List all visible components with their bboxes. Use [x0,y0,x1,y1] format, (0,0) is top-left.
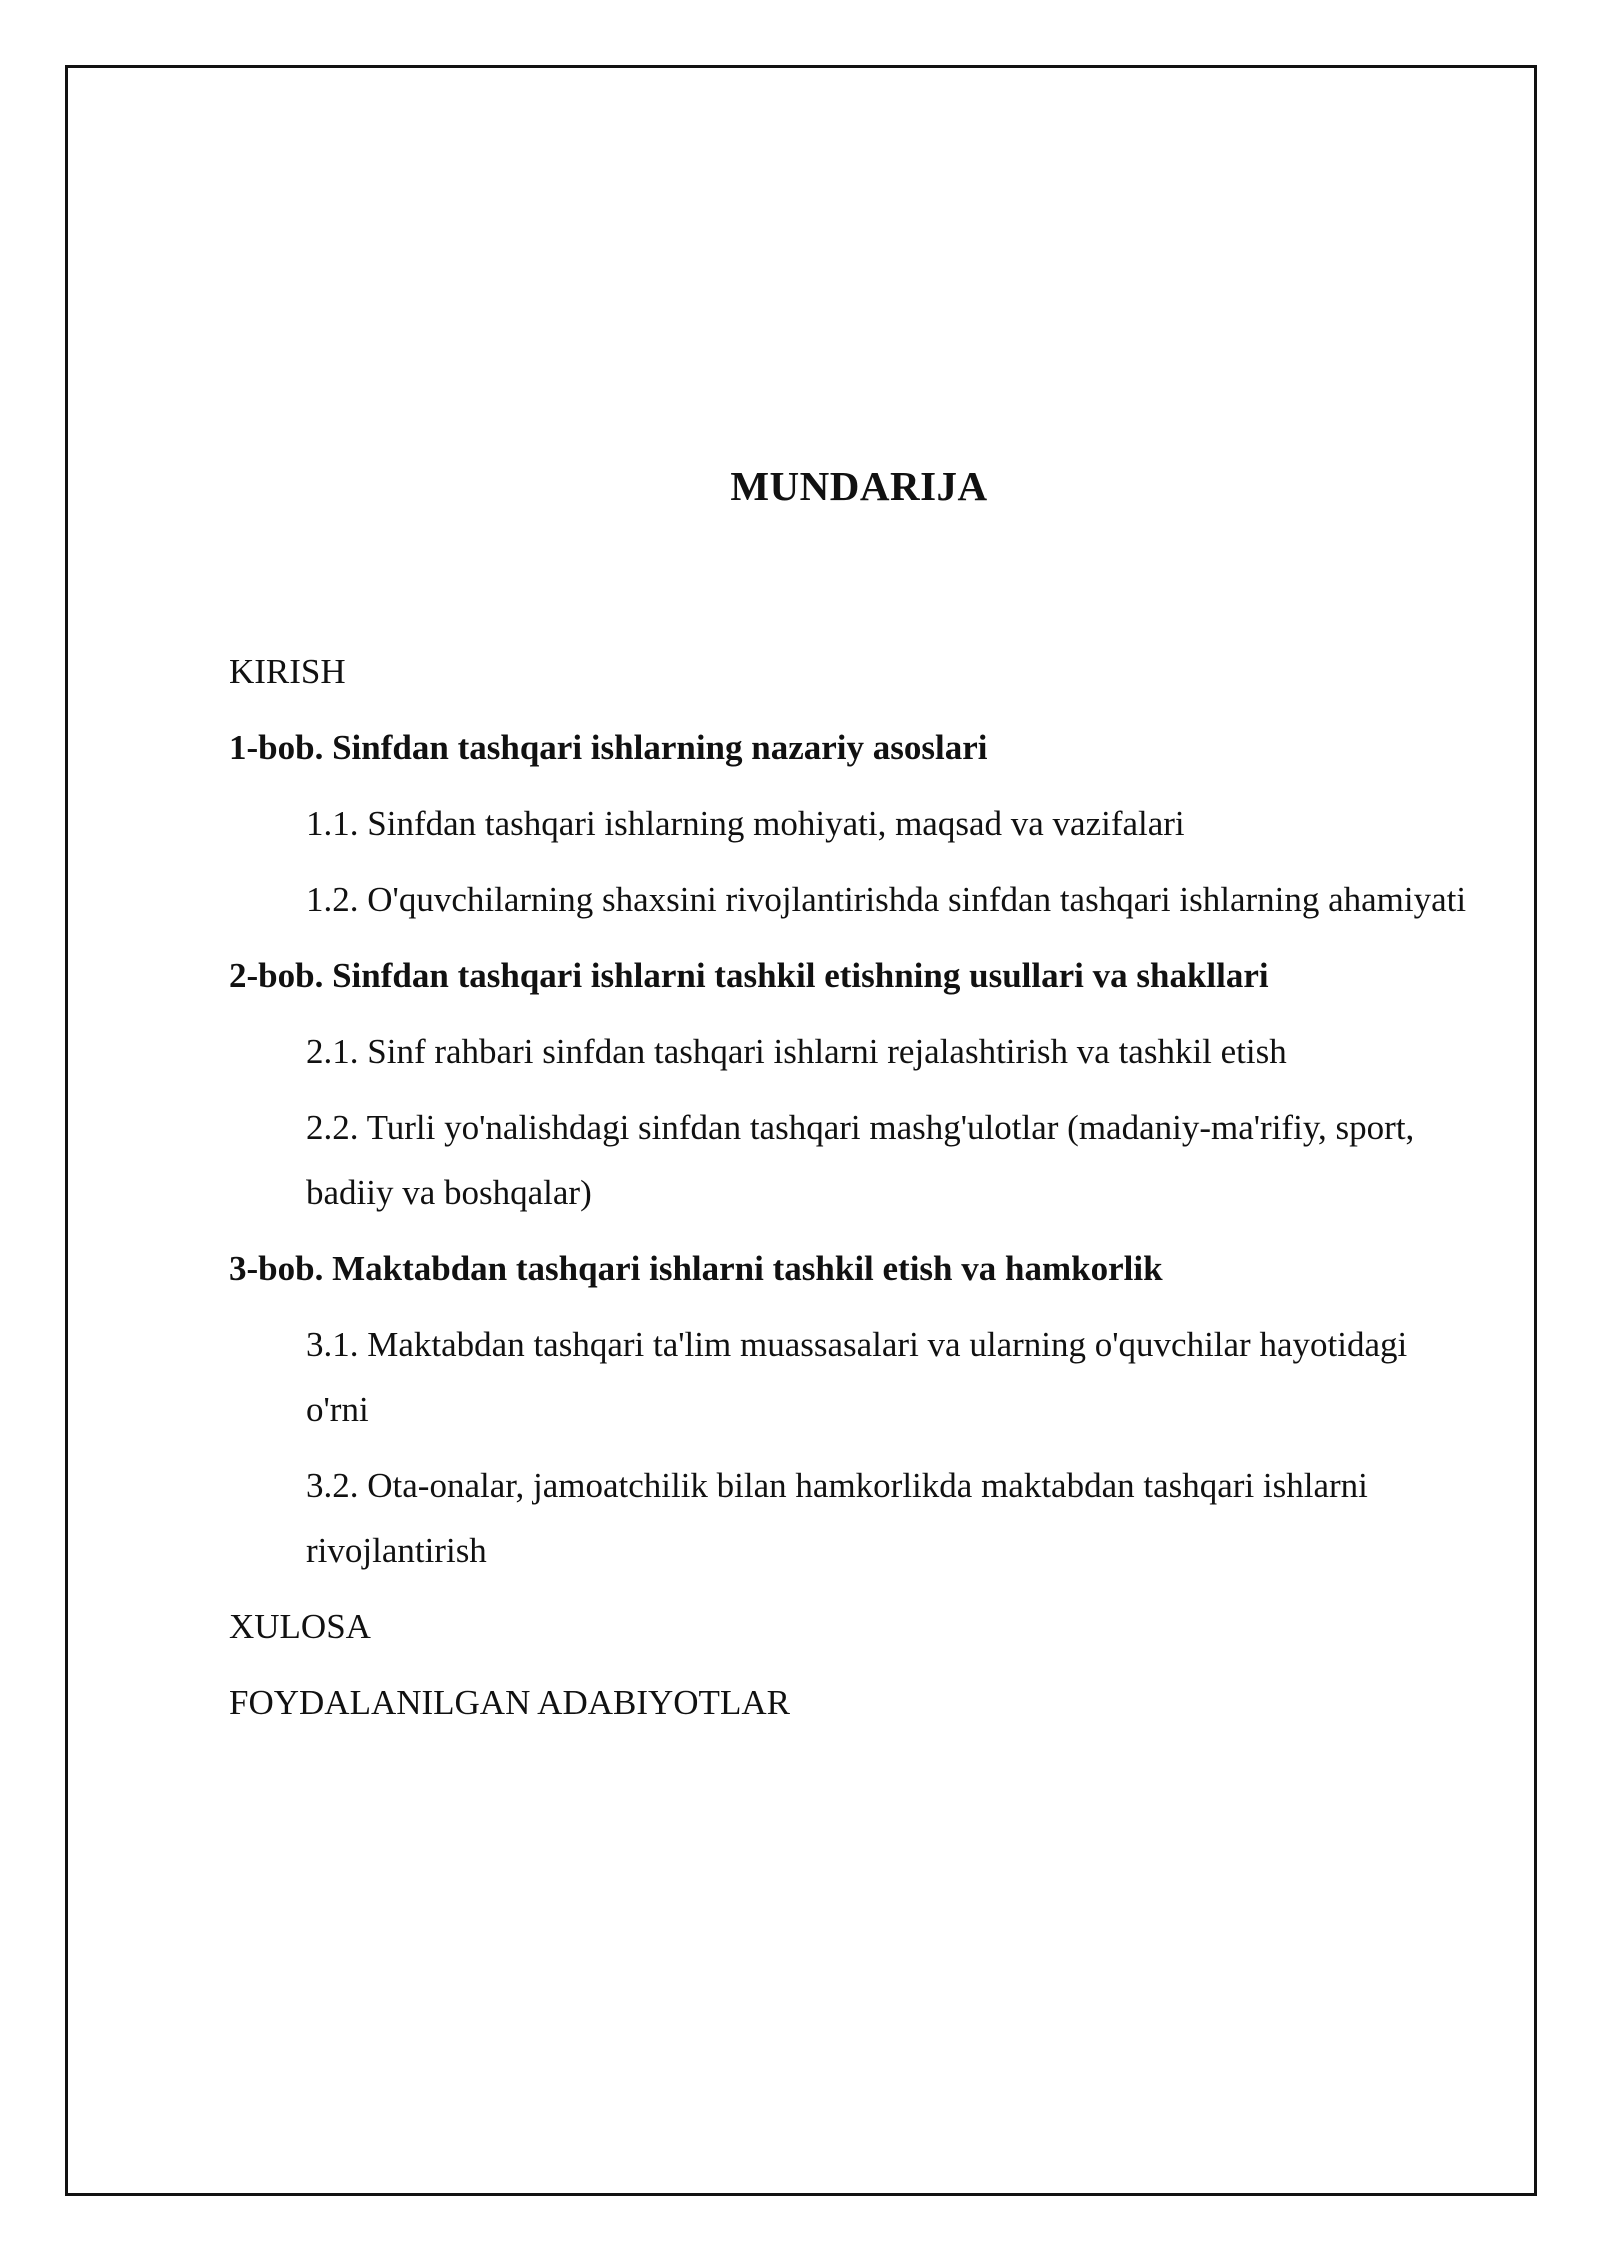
toc-section-2-1: 2.1. Sinf rahbari sinfdan tashqari ishlarni rejalashtirish va tashkil etish [306,1032,1287,1071]
toc-section-2-2: 2.2. Turli yo'nalishdagi sinfdan tashqari mashg'ulotlar (madaniy-ma'rifiy, sport, badiiy va boshqalar) [306,1108,1415,1212]
table-of-contents [229,639,1469,1746]
toc-section-1-2: 1.2. O'quvchilarning shaxsini rivojlantirishda sinfdan tashqari ishlarning ahamiyati [306,880,1467,919]
toc-chapter-1: 1-bob. Sinfdan tashqari ishlarning nazariy asoslari [229,728,988,767]
toc-section-3-1: 3.1. Maktabdan tashqari ta'lim muassasalari va ularning o'quvchilar hayotidagi o'rni [306,1325,1408,1429]
toc-entry-references: FOYDALANILGAN ADABIYOTLAR [229,1683,790,1722]
toc-entry-intro: KIRISH [229,652,346,691]
toc-chapter-3: 3-bob. Maktabdan tashqari ishlarni tashkil etish va hamkorlik [229,1249,1163,1288]
toc-chapter-2: 2-bob. Sinfdan tashqari ishlarni tashkil etishning usullari va shakllari [229,956,1269,995]
toc-entry-conclusion: XULOSA [229,1607,371,1646]
toc-section-1-1: 1.1. Sinfdan tashqari ishlarning mohiyati, maqsad va vazifalari [306,804,1185,843]
page-title: MUNDARIJA [730,463,988,509]
toc-section-3-2: 3.2. Ota-onalar, jamoatchilik bilan hamkorlikda maktabdan tashqari ishlarni rivojlantirish [306,1466,1368,1570]
